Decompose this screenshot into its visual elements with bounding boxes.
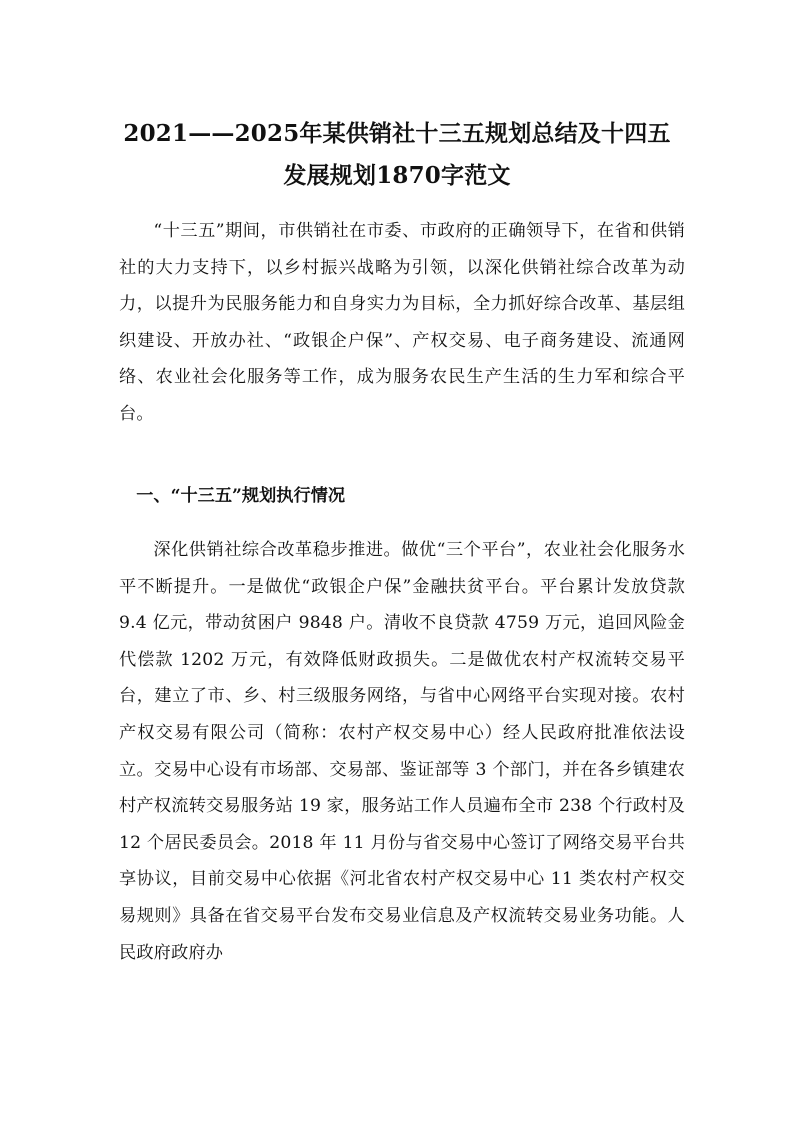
document-title-line-1: 2021——2025年某供销社十三五规划总结及十四五 [123, 120, 671, 147]
section-body-paragraph: 深化供销社综合改革稳步推进。做优“三个平台”，农业社会化服务水平不断提升。一是做优“政银企户保”金融扶贫平台。平台累计发放贷款 9.4 亿元，带动贫困户 9848 户。清收不良贷款 4759 万元，追回风险金代偿款 1202 万元，有效降低财政损失。二是做优农村产权流转交易平台，建立了市、乡、村三级服务网络，与省中心网络平台实现对接。农村产权交易有限公司（简称：农村产权交易中心）经人民政府批准依法设立。交易中心设有市场部、交易部、鉴证部等 3 个部门，并在各乡镇建农村产权流转交易服务站 19 家，服务站工作人员遍布全市 238 个行政村及 12 个居民委员会。2018 年 11 月份与省交易中心签订了网络交易平台共享协议，目前交易中心依据《河北省农村产权交易中心 11 类农村产权交易规则》具备在省交易平台发布交易业信息及产权流转交易业务功能。人民政府政府办 [119, 540, 685, 963]
intro-paragraph: “十三五”期间，市供销社在市委、市政府的正确领导下，在省和供销社的大力支持下，以乡村振兴战略为引领，以深化供销社综合改革为动力，以提升为民服务能力和自身实力为目标，全力抓好综合改革、基层组织建设、开放办社、“政银企户保”、产权交易、电子商务建设、流通网络、农业社会化服务等工作，成为服务农民生产生活的生力军和综合平台。 [119, 221, 685, 424]
section-heading: 一、“十三五”规划执行情况 [136, 486, 346, 506]
document-title-line-2: 发展规划1870字范文 [283, 162, 511, 189]
